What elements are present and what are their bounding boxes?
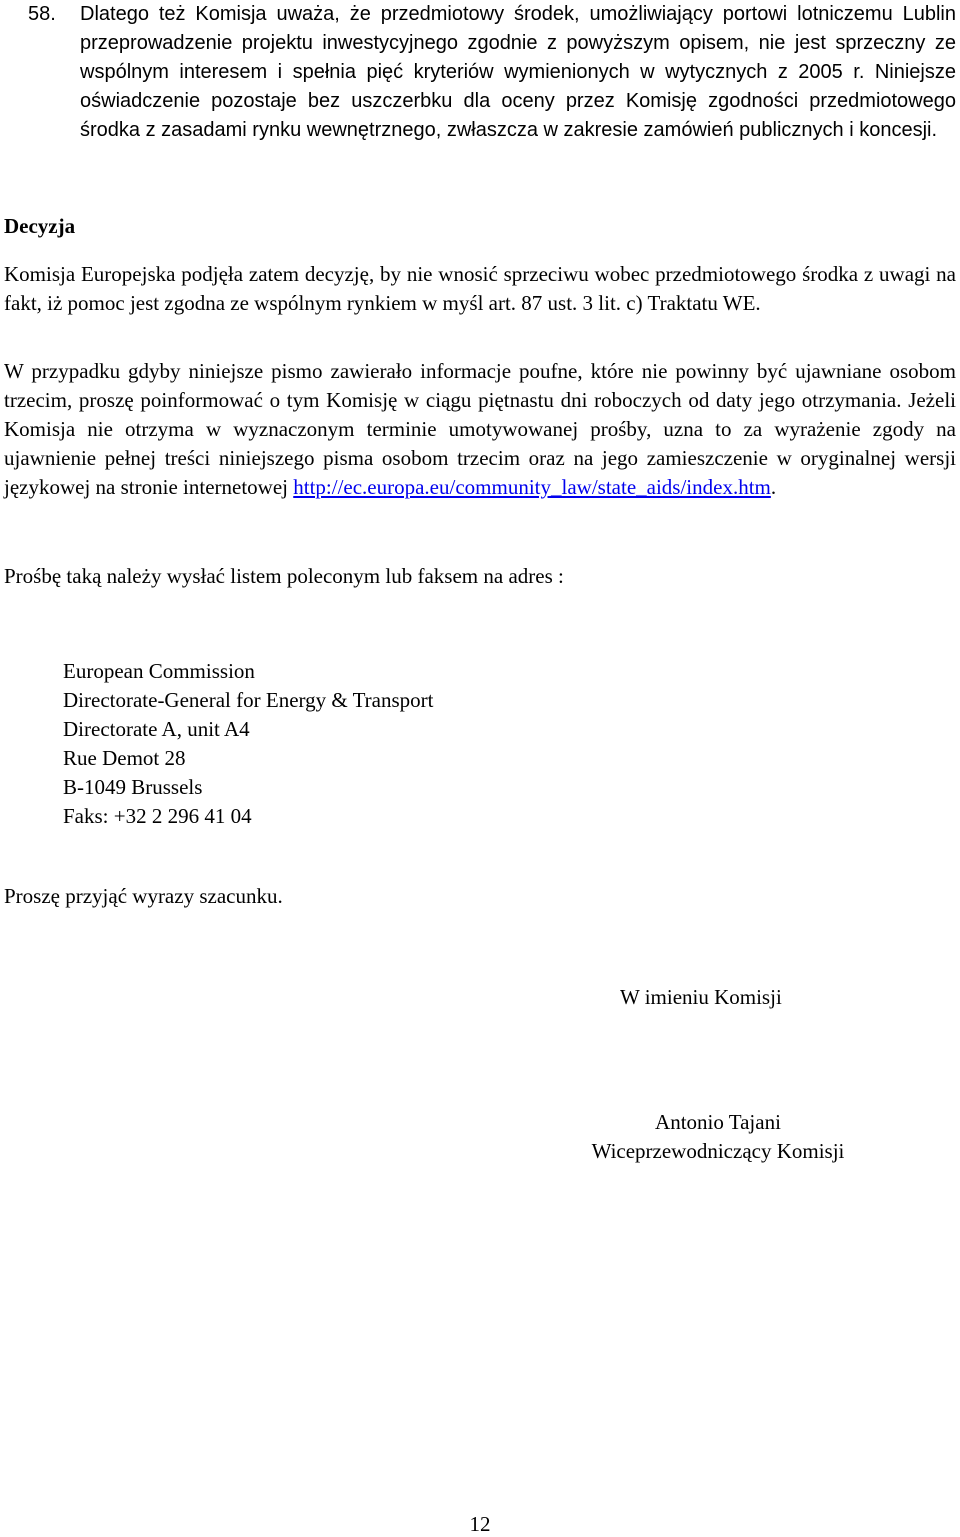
fax-line: Faks: +32 2 296 41 04: [63, 804, 252, 828]
address-block: [63, 657, 434, 831]
request-instructions: Prośbę taką należy wysłać listem poleconym lub faksem na adres :: [4, 564, 564, 588]
page-number: 12: [469, 1512, 491, 1536]
signatory-name: Antonio Tajani: [655, 1110, 781, 1134]
signatory-title: Wiceprzewodniczący Komisji: [591, 1139, 845, 1163]
address-line: Rue Demot 28: [63, 746, 186, 770]
address-line: B-1049 Brussels: [63, 775, 203, 799]
section-heading-decision: Decyzja: [4, 214, 76, 238]
address-line: Directorate-General for Energy & Transport: [63, 688, 434, 712]
address-line: Directorate A, unit A4: [63, 717, 250, 741]
confidentiality-end: .: [770, 475, 777, 499]
address-line: European Commission: [63, 659, 255, 683]
closing-line: Proszę przyjąć wyrazy szacunku.: [4, 884, 283, 908]
item-58-paragraph: Dlatego też Komisja uważa, że przedmiotowy środek, umożliwiający portowi lotniczemu Lublin przeprowadzenie projektu inwestycyjnego zgodnie z powyższym opisem, nie jest sprzeczny ze wspólnym interesem i spełnia pięć kryteriów wymienionych w wytycznych z 2005 r. Niniejsze oświadczenie pozostaje bez uszczerbku dla oceny przez Komisję zgodności przedmiotowego środka z zasadami rynku wewnętrznego, zwłaszcza w zakresie zamówień publicznych i koncesji.: [80, 3, 956, 141]
confidentiality-text: W przypadku gdyby niniejsze pismo zawierało informacje poufne, które nie powinny być ujawniane osobom trzecim, proszę poinformować o tym Komisję w ciągu piętnastu dni roboczych od daty jego otrzymania. Jeżeli Komisja nie otrzyma w wyznaczonym terminie umotywowanej prośby, uzna to za wyrażenie zgody na ujawnienie pełnej treści niniejszego pisma osobom trzecim oraz na jego zamieszczenie w oryginalnej wersji językowej na stronie internetowej: [4, 359, 956, 499]
item-number: 58.: [28, 3, 56, 25]
signature-block: [565, 1108, 871, 1166]
state-aid-link[interactable]: http://ec.europa.eu/community_law/state_aids/index.htm: [293, 475, 771, 499]
confidentiality-paragraph: [4, 357, 956, 502]
decision-paragraph: Komisja Europejska podjęła zatem decyzję, by nie wnosić sprzeciwu wobec przedmiotowego środka z uwagi na fakt, iż pomoc jest zgodna ze wspólnym rynkiem w myśl art. 87 ust. 3 lit. c) Traktatu WE.: [4, 262, 956, 315]
signature-intro: W imieniu Komisji: [620, 985, 782, 1009]
